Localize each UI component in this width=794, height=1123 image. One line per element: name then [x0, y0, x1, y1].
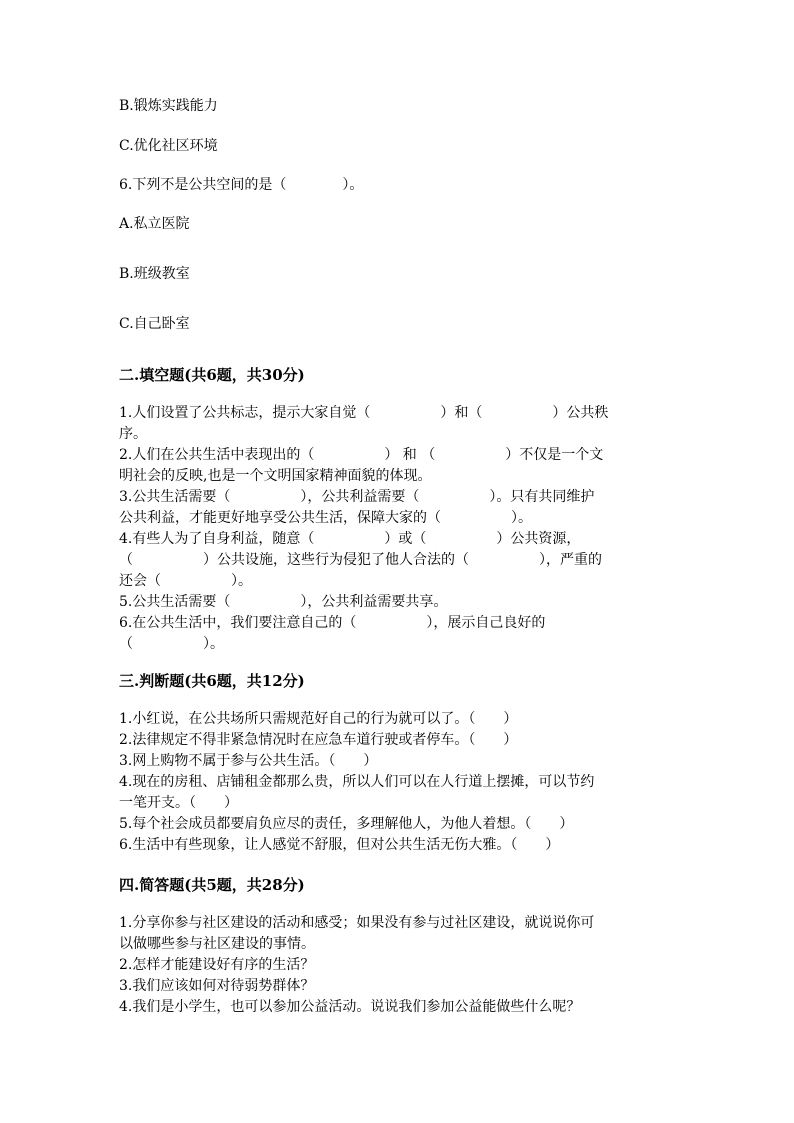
section3-title: 三.判断题(共6题，共12分): [119, 672, 305, 690]
q6-option-c: C.自己卧室: [119, 316, 190, 332]
true-false-line: 一笔开支。（ ）: [119, 795, 238, 811]
short-answer-line: 以做哪些参与社区建设的事情。: [119, 936, 315, 952]
true-false-line: 1.小红说，在公共场所只需规范好自己的行为就可以了。（ ）: [119, 711, 518, 727]
fill-blank-line: 2.人们在公共生活中表现出的（ ） 和 （ ）不仅是一个文: [119, 447, 604, 463]
q5-option-c: C.优化社区环境: [119, 138, 218, 154]
fill-blank-line: 6.在公共生活中，我们要注意自己的（ ），展示自己良好的: [119, 615, 546, 631]
fill-blank-line: 序。: [119, 426, 147, 442]
true-false-line: 6.生活中有些现象，让人感觉不舒服，但对公共生活无伤大雅。（ ）: [119, 837, 560, 853]
section4-body: [119, 913, 667, 1018]
q6-option-a: A.私立医院: [119, 216, 190, 232]
fill-blank-line: 还会（ ）。: [119, 573, 252, 589]
q6-option-b: B.班级教室: [119, 266, 190, 282]
short-answer-line: 3.我们应该如何对待弱势群体？: [119, 978, 315, 994]
true-false-line: 2.法律规定不得非紧急情况时在应急车道行驶或者停车。（ ）: [119, 732, 518, 748]
fill-blank-line: （ ）公共设施，这些行为侵犯了他人合法的（ ），严重的: [119, 552, 602, 568]
fill-blank-line: 4.有些人为了自身利益，随意（ ）或（ ）公共资源，: [119, 531, 581, 547]
short-answer-line: 2.怎样才能建设好有序的生活？: [119, 957, 315, 973]
true-false-line: 3.网上购物不属于参与公共生活。（ ）: [119, 753, 378, 769]
section3-body: [119, 709, 667, 856]
fill-blank-line: 公共利益，才能更好地享受公共生活，保障大家的（ ）。: [119, 510, 532, 526]
q5-option-b: B.锻炼实践能力: [119, 98, 218, 114]
section2-body: [119, 403, 667, 655]
fill-blank-line: 5.公共生活需要（ ），公共利益需要共享。: [119, 594, 448, 610]
short-answer-line: 4.我们是小学生，也可以参加公益活动。说说我们参加公益能做些什么呢？: [119, 999, 581, 1015]
fill-blank-line: 明社会的反映,也是一个文明国家精神面貌的体现。: [119, 468, 432, 484]
fill-blank-line: 1.人们设置了公共标志，提示大家自觉（ ）和（ ）公共秩: [119, 405, 609, 421]
fill-blank-line: （ ）。: [119, 636, 224, 652]
section2-title: 二.填空题(共6题，共30分): [119, 366, 305, 384]
q6-question: 6.下列不是公共空间的是（ ）。: [119, 177, 364, 193]
short-answer-line: 1.分享你参与社区建设的活动和感受；如果没有参与过社区建设，就说说你可: [119, 915, 595, 931]
section4-title: 四.简答题(共5题，共28分): [119, 876, 305, 894]
true-false-line: 4.现在的房租、店铺租金都那么贵，所以人们可以在人行道上摆摊，可以节约: [119, 774, 595, 790]
fill-blank-line: 3.公共生活需要（ ），公共利益需要（ ）。只有共同维护: [119, 489, 595, 505]
true-false-line: 5.每个社会成员都要肩负应尽的责任，多理解他人，为他人着想。（ ）: [119, 816, 574, 832]
